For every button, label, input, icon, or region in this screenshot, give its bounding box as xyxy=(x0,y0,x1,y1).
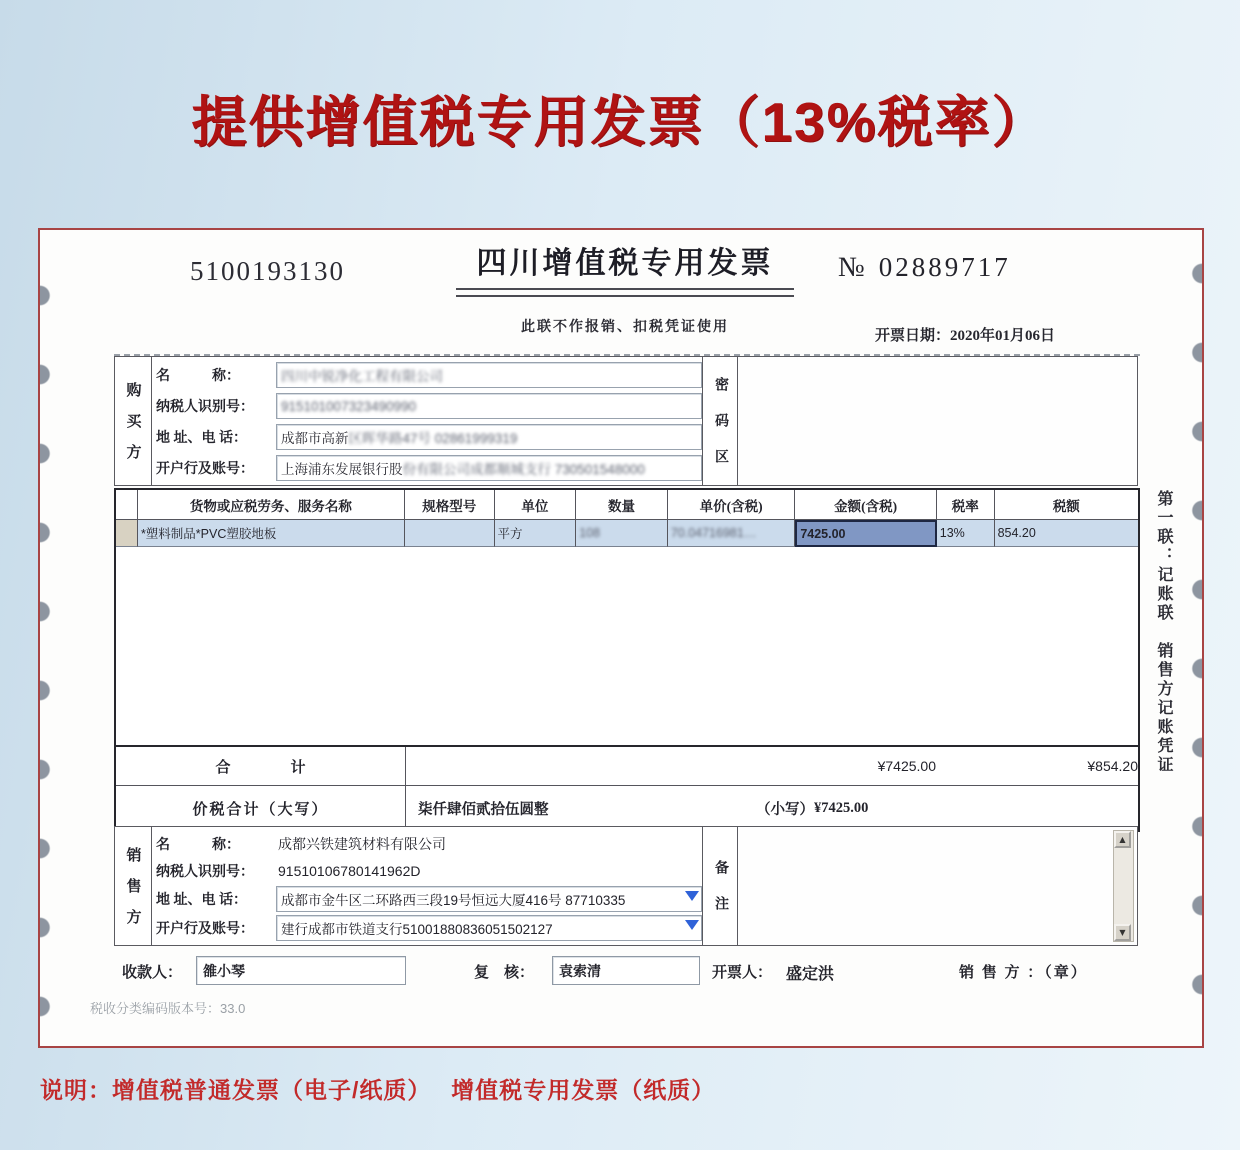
invoice-footer xyxy=(114,956,1140,988)
payee-value: 雒小琴 xyxy=(203,962,245,979)
seller-taxid-label: 纳税人识别号： xyxy=(156,864,254,880)
payee-label: 收款人： xyxy=(122,965,183,981)
payee-input[interactable] xyxy=(196,956,406,985)
item-tax-cell[interactable]: 854.20 xyxy=(995,520,1138,547)
amount-in-words-row xyxy=(116,786,1138,830)
remark-area xyxy=(738,826,1138,946)
row-selector-cell[interactable] xyxy=(116,520,138,547)
col-amount: 金额(含税) xyxy=(795,490,936,520)
seller-address-value: 成都市金牛区二环路西三段19号恒远大厦416号 87710335 xyxy=(281,893,626,909)
buyer-taxid-label: 纳税人识别号： xyxy=(156,400,254,416)
buyer-fields xyxy=(152,356,702,486)
buyer-taxid-value: 915101007323490990 xyxy=(281,398,417,414)
seller-name-label: 名 称： xyxy=(156,837,240,853)
buyer-name-value: 四川中锐净化工程有限公司 xyxy=(281,369,443,385)
seller-taxid-value: 91510106780141962D xyxy=(278,862,421,879)
invoice-number-block xyxy=(838,252,1011,284)
seller-name-row xyxy=(156,831,702,857)
buyer-address-input[interactable] xyxy=(276,424,702,450)
title-underline xyxy=(456,288,794,297)
buyer-address-blur: 区晖华路47号 02861999319 xyxy=(348,430,518,446)
seller-name-value: 成都兴铁建筑材料有限公司 xyxy=(278,835,446,852)
total-tax: ¥854.20 xyxy=(1087,758,1138,774)
seller-party-label: 销售方 xyxy=(114,826,152,946)
buyer-name-input[interactable] xyxy=(276,362,702,388)
item-price-cell[interactable] xyxy=(668,520,796,547)
slide-title: 提供增值税专用发票（13%税率） xyxy=(191,91,1049,153)
copy-stub-note: 第一联：记账联 销售方记账凭证 xyxy=(1155,490,1172,775)
seller-bank-value: 建行成都市铁道支行51001880836051502127 xyxy=(281,922,553,938)
perforation-holes-left xyxy=(40,230,55,1046)
buyer-bank-row xyxy=(156,453,702,482)
small-figures-label: （小写） xyxy=(756,801,814,818)
seller-stamp-label: 销 售 方 ：（章） xyxy=(959,965,1088,981)
buyer-name-label: 名 称： xyxy=(156,369,240,385)
buyer-bank-clear: 上海浦东发展银行股 xyxy=(281,461,403,477)
item-amount-cell[interactable]: 7425.00 xyxy=(795,520,936,547)
dropdown-arrow-icon[interactable] xyxy=(685,920,699,930)
item-name-cell[interactable]: *塑料制品*PVC塑胶地板 xyxy=(138,520,405,547)
small-figures-value: ¥7425.00 xyxy=(814,799,869,816)
buyer-address-clear: 成都市高新 xyxy=(281,430,349,446)
buyer-party-label: 购买方 xyxy=(114,356,152,486)
reviewer-label: 复 核： xyxy=(474,965,535,981)
invoice-subtitle: 此联不作报销、扣税凭证使用 xyxy=(521,320,729,335)
buyer-section xyxy=(114,356,1138,486)
remark-label: 备注 xyxy=(702,826,738,946)
col-tax: 税额 xyxy=(995,490,1138,520)
table-empty-area xyxy=(116,547,1138,747)
item-qty-value: 108 xyxy=(579,526,601,540)
item-row[interactable] xyxy=(116,520,1138,547)
col-unit: 单位 xyxy=(495,490,577,520)
col-price: 单价(含税) xyxy=(668,490,796,520)
perforation-holes-right xyxy=(1187,230,1202,1046)
password-area-label: 密码区 xyxy=(702,356,738,486)
seller-bank-row xyxy=(156,914,702,942)
invoice-number: 02889717 xyxy=(878,252,1011,282)
seller-address-label: 地 址、电 话： xyxy=(156,893,247,909)
item-rate-cell[interactable]: 13% xyxy=(937,520,995,547)
scroll-down-icon[interactable]: ▼ xyxy=(1114,924,1131,941)
item-price-value: 70.04716981… xyxy=(670,526,757,540)
buyer-address-row xyxy=(156,422,702,451)
buyer-taxid-input[interactable] xyxy=(276,393,702,419)
no-symbol: № xyxy=(838,252,865,283)
item-table xyxy=(114,488,1140,832)
scroll-up-icon[interactable]: ▲ xyxy=(1114,831,1131,848)
drawer-label: 开票人： xyxy=(712,965,773,981)
invoice-date xyxy=(875,324,1055,345)
table-header-row xyxy=(116,490,1138,520)
seller-taxid-row xyxy=(156,858,702,884)
drawer-value: 盛定洪 xyxy=(786,966,835,983)
col-spec: 规格型号 xyxy=(405,490,495,520)
words-value: 柒仟肆佰贰拾伍圆整 xyxy=(418,801,549,818)
buyer-name-row xyxy=(156,361,702,390)
invoice-date-value: 2020年01月06日 xyxy=(950,328,1056,344)
password-area xyxy=(738,356,1138,486)
total-label: 合 计 xyxy=(116,747,406,785)
invoice-title: 四川增值税专用发票 xyxy=(476,247,774,280)
slide-footnote: 说明：增值税普通发票（电子/纸质） 增值税专用发票（纸质） xyxy=(40,1077,716,1103)
col-qty: 数量 xyxy=(576,490,668,520)
remark-scrollbar[interactable] xyxy=(1113,830,1134,942)
buyer-address-label: 地 址、电 话： xyxy=(156,430,247,446)
item-qty-cell[interactable] xyxy=(576,520,668,547)
total-row xyxy=(116,747,1138,786)
seller-bank-label: 开户行及账号： xyxy=(156,922,254,938)
tax-code-version: 税收分类编码版本号：33.0 xyxy=(90,1001,246,1016)
invoice-image xyxy=(38,228,1204,1048)
invoice-code: 5100193130 xyxy=(190,256,345,286)
buyer-bank-input[interactable] xyxy=(276,455,702,481)
words-label: 价税合计（大写） xyxy=(116,786,406,830)
total-amount: ¥7425.00 xyxy=(877,758,936,774)
invoice-date-label: 开票日期： xyxy=(875,328,951,344)
seller-section xyxy=(114,826,1138,946)
seller-bank-input[interactable] xyxy=(276,915,702,941)
seller-address-input[interactable] xyxy=(276,886,702,912)
buyer-bank-blur: 份有限公司成都顺城支行 730501548000 xyxy=(402,461,645,477)
seller-fields xyxy=(152,826,702,946)
small-figures xyxy=(756,786,868,830)
reviewer-input[interactable] xyxy=(552,956,700,985)
buyer-taxid-row xyxy=(156,392,702,421)
seller-address-row xyxy=(156,885,702,913)
buyer-bank-label: 开户行及账号： xyxy=(156,461,254,477)
row-selector-header xyxy=(116,490,138,520)
item-spec-cell[interactable] xyxy=(405,520,495,547)
item-unit-cell[interactable]: 平方 xyxy=(495,520,577,547)
col-goods: 货物或应税劳务、服务名称 xyxy=(138,490,405,520)
reviewer-value: 袁索清 xyxy=(559,962,601,979)
col-rate: 税率 xyxy=(937,490,995,520)
dropdown-arrow-icon[interactable] xyxy=(685,891,699,901)
